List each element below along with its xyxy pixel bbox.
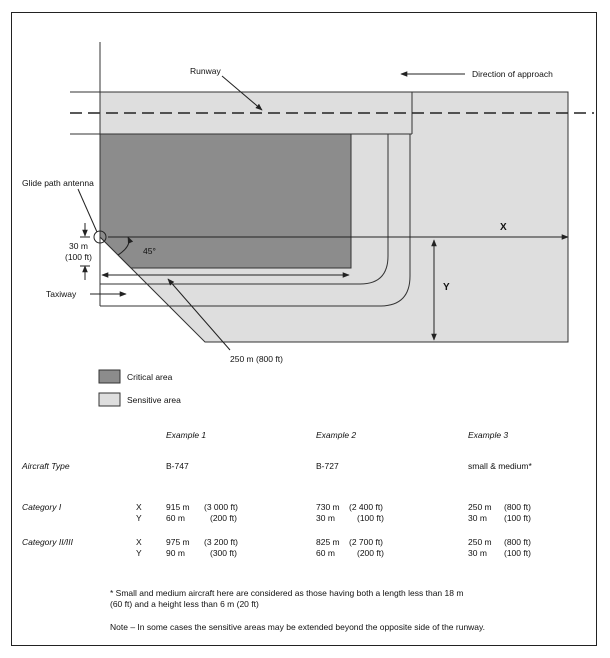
cat1-ex1-y-ft: (200 ft) bbox=[210, 513, 237, 523]
offset-label-ft: (100 ft) bbox=[65, 252, 92, 262]
aircraft-type-label: Aircraft Type bbox=[22, 461, 70, 471]
cat2-ex1-x-ft: (3 200 ft) bbox=[204, 537, 239, 547]
cat1-ex2-y-ft: (100 ft) bbox=[357, 513, 384, 523]
runway-label: Runway bbox=[190, 66, 221, 76]
legend-critical-label: Critical area bbox=[127, 372, 173, 382]
cat1-ex2-y-m: 30 m bbox=[316, 513, 335, 523]
cat1-ex3-x-m: 250 m bbox=[468, 502, 492, 512]
glide-path-leader bbox=[78, 189, 97, 232]
aircraft-type-3: small & medium* bbox=[468, 461, 532, 471]
x-label: X bbox=[500, 222, 507, 233]
table-header-example-2: Example 2 bbox=[316, 430, 357, 440]
table-header-example-3: Example 3 bbox=[468, 430, 509, 440]
cat2-ex2-x-ft: (2 700 ft) bbox=[349, 537, 384, 547]
cat1-ex2-x-ft: (2 400 ft) bbox=[349, 502, 384, 512]
footnote-line-2: (60 ft) and a height less than 6 m (20 ft) bbox=[110, 599, 259, 609]
distance-label: 250 m (800 ft) bbox=[230, 354, 283, 364]
cat1-ex1-y-m: 60 m bbox=[166, 513, 185, 523]
legend-critical-swatch bbox=[99, 370, 120, 383]
category-2-x-label: X bbox=[136, 537, 142, 547]
cat1-ex3-y-ft: (100 ft) bbox=[504, 513, 531, 523]
offset-label-m: 30 m bbox=[69, 241, 88, 251]
cat2-ex3-x-ft: (800 ft) bbox=[504, 537, 531, 547]
cat2-ex2-y-ft: (200 ft) bbox=[357, 548, 384, 558]
cat1-ex1-x-m: 915 m bbox=[166, 502, 190, 512]
cat1-ex1-x-ft: (3 000 ft) bbox=[204, 502, 239, 512]
footnote-line-1: * Small and medium aircraft here are considered as those having both a length less than 18 m bbox=[110, 588, 464, 598]
cat2-ex1-x-m: 975 m bbox=[166, 537, 190, 547]
y-label: Y bbox=[443, 282, 450, 293]
cat2-ex1-y-m: 90 m bbox=[166, 548, 185, 558]
cat2-ex3-y-ft: (100 ft) bbox=[504, 548, 531, 558]
note-text: Note – In some cases the sensitive areas may be extended beyond the opposite side of the runway. bbox=[110, 622, 486, 632]
cat2-ex2-y-m: 60 m bbox=[316, 548, 335, 558]
cat1-ex2-x-m: 730 m bbox=[316, 502, 340, 512]
category-1-label: Category I bbox=[22, 502, 62, 512]
angle-label: 45° bbox=[143, 246, 156, 256]
cat1-ex3-y-m: 30 m bbox=[468, 513, 487, 523]
critical-area bbox=[100, 134, 351, 268]
taxiway-label: Taxiway bbox=[46, 289, 77, 299]
cat2-ex1-y-ft: (300 ft) bbox=[210, 548, 237, 558]
aircraft-type-2: B-727 bbox=[316, 461, 339, 471]
cat2-ex2-x-m: 825 m bbox=[316, 537, 340, 547]
category-2-label: Category II/III bbox=[22, 537, 74, 547]
legend-sensitive-label: Sensitive area bbox=[127, 395, 181, 405]
cat1-ex3-x-ft: (800 ft) bbox=[504, 502, 531, 512]
category-2-y-label: Y bbox=[136, 548, 142, 558]
legend-sensitive-swatch bbox=[99, 393, 120, 406]
category-1-x-label: X bbox=[136, 502, 142, 512]
category-1-y-label: Y bbox=[136, 513, 142, 523]
table-header-example-1: Example 1 bbox=[166, 430, 207, 440]
approach-label: Direction of approach bbox=[472, 69, 553, 79]
aircraft-type-1: B-747 bbox=[166, 461, 189, 471]
cat2-ex3-y-m: 30 m bbox=[468, 548, 487, 558]
cat2-ex3-x-m: 250 m bbox=[468, 537, 492, 547]
glide-path-label: Glide path antenna bbox=[22, 178, 94, 188]
